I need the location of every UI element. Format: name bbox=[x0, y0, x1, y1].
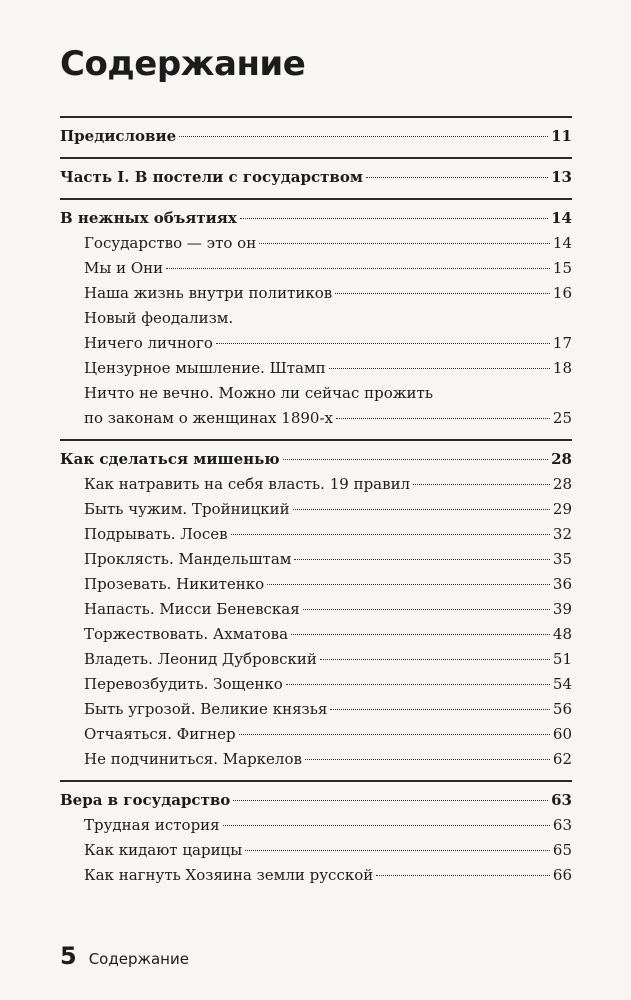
dot-leader bbox=[291, 634, 550, 635]
toc-entry-page: 60 bbox=[552, 725, 572, 743]
toc-subentry[interactable] bbox=[60, 813, 572, 838]
dot-leader bbox=[283, 459, 548, 460]
dot-leader bbox=[413, 484, 550, 485]
toc-entry-page: 29 bbox=[552, 500, 572, 518]
toc-entry-page: 17 bbox=[552, 334, 572, 352]
toc-entry-page: 13 bbox=[551, 168, 572, 186]
toc-entry-page: 63 bbox=[551, 791, 572, 809]
toc-entry-title: Быть чужим. Тройницкий bbox=[84, 500, 290, 518]
toc-entry-page: 62 bbox=[552, 750, 572, 768]
page-title: Содержание bbox=[60, 44, 306, 84]
dot-leader bbox=[259, 243, 550, 244]
toc-entry-title: Не подчиниться. Маркелов bbox=[84, 750, 302, 768]
toc-section bbox=[60, 441, 572, 780]
toc-entry-title: Ничего личного bbox=[84, 334, 213, 352]
toc-entry-title: Как кидают царицы bbox=[84, 841, 243, 859]
toc-entry-title: Проклясть. Мандельштам bbox=[84, 550, 292, 568]
toc-subentry[interactable] bbox=[60, 572, 572, 597]
dot-leader bbox=[216, 343, 550, 344]
toc-subentry[interactable] bbox=[60, 381, 572, 406]
toc-subentry[interactable] bbox=[60, 356, 572, 381]
toc-entry-title: Как сделаться мишенью bbox=[60, 450, 280, 468]
toc-subentry[interactable] bbox=[60, 281, 572, 306]
dot-leader bbox=[233, 800, 548, 801]
dot-leader bbox=[179, 136, 548, 137]
toc-entry-page: 51 bbox=[552, 650, 572, 668]
toc-entry-page: 28 bbox=[552, 475, 572, 493]
toc-subentry[interactable] bbox=[60, 747, 572, 772]
toc-entry-title: Новый феодализм. bbox=[84, 309, 234, 327]
dot-leader bbox=[376, 875, 550, 876]
dot-leader bbox=[330, 709, 550, 710]
toc-entry-title: Ничто не вечно. Можно ли сейчас прожить bbox=[84, 384, 434, 402]
dot-leader bbox=[335, 293, 550, 294]
dot-leader bbox=[166, 268, 550, 269]
toc-entry-title: Часть I. В постели с государством bbox=[60, 168, 363, 186]
toc-entry-title: Прозевать. Никитенко bbox=[84, 575, 265, 593]
toc-subentry[interactable] bbox=[60, 406, 572, 431]
toc-entry-page: 66 bbox=[552, 866, 572, 884]
page-footer bbox=[60, 942, 189, 970]
toc-subentry[interactable] bbox=[60, 256, 572, 281]
toc-chapter-entry[interactable] bbox=[60, 206, 572, 231]
dot-leader bbox=[293, 509, 550, 510]
toc-entry-title: Перевозбудить. Зощенко bbox=[84, 675, 283, 693]
toc-entry-page: 25 bbox=[552, 409, 572, 427]
toc-entry-title: Отчаяться. Фигнер bbox=[84, 725, 236, 743]
page-number: 5 bbox=[60, 942, 77, 970]
toc-entry-page: 54 bbox=[552, 675, 572, 693]
toc-subentry[interactable] bbox=[60, 672, 572, 697]
toc-entry-page: 56 bbox=[552, 700, 572, 718]
toc-subentry[interactable] bbox=[60, 497, 572, 522]
toc-entry-title: Подрывать. Лосев bbox=[84, 525, 228, 543]
toc-subentry[interactable] bbox=[60, 547, 572, 572]
running-header-label: Содержание bbox=[88, 950, 189, 968]
toc-entry-title: Как нагнуть Хозяина земли русской bbox=[84, 866, 374, 884]
toc-subentry[interactable] bbox=[60, 647, 572, 672]
toc-entry-page: 65 bbox=[552, 841, 572, 859]
toc-entry-page: 14 bbox=[551, 209, 572, 227]
toc-entry-title: Цензурное мышление. Штамп bbox=[84, 359, 326, 377]
toc-entry-title: Предисловие bbox=[60, 127, 177, 145]
toc-entry-title: Вера в государство bbox=[60, 791, 231, 809]
dot-leader bbox=[294, 559, 549, 560]
dot-leader bbox=[231, 534, 550, 535]
toc-chapter-entry[interactable] bbox=[60, 165, 572, 190]
toc-entry-page: 28 bbox=[551, 450, 572, 468]
toc-entry-title: Владеть. Леонид Дубровский bbox=[84, 650, 317, 668]
toc-subentry[interactable] bbox=[60, 697, 572, 722]
table-of-contents bbox=[60, 116, 572, 896]
toc-entry-title: Как натравить на себя власть. 19 правил bbox=[84, 475, 411, 493]
toc-entry-title: В нежных объятиях bbox=[60, 209, 237, 227]
toc-subentry[interactable] bbox=[60, 522, 572, 547]
dot-leader bbox=[336, 418, 550, 419]
toc-subentry[interactable] bbox=[60, 863, 572, 888]
toc-entry-page: 16 bbox=[552, 284, 572, 302]
dot-leader bbox=[267, 584, 550, 585]
dot-leader bbox=[305, 759, 550, 760]
toc-subentry[interactable] bbox=[60, 306, 572, 331]
toc-entry-title: Наша жизнь внутри политиков bbox=[84, 284, 333, 302]
toc-chapter-entry[interactable] bbox=[60, 447, 572, 472]
dot-leader bbox=[329, 368, 550, 369]
toc-entry-title: Быть угрозой. Великие князья bbox=[84, 700, 328, 718]
dot-leader bbox=[286, 684, 550, 685]
toc-entry-page: 39 bbox=[552, 600, 572, 618]
toc-subentry[interactable] bbox=[60, 622, 572, 647]
dot-leader bbox=[320, 659, 550, 660]
dot-leader bbox=[239, 734, 550, 735]
toc-entry-title: Трудная история bbox=[84, 816, 220, 834]
toc-entry-title: Напасть. Мисси Беневская bbox=[84, 600, 300, 618]
toc-entry-page: 36 bbox=[552, 575, 572, 593]
toc-entry-title: Мы и Они bbox=[84, 259, 164, 277]
toc-entry-title: Государство — это он bbox=[84, 234, 257, 252]
dot-leader bbox=[245, 850, 550, 851]
toc-entry-page: 18 bbox=[552, 359, 572, 377]
dot-leader bbox=[303, 609, 550, 610]
toc-section bbox=[60, 118, 572, 157]
toc-entry-page: 32 bbox=[552, 525, 572, 543]
dot-leader bbox=[223, 825, 550, 826]
toc-entry-page: 14 bbox=[552, 234, 572, 252]
toc-entry-page: 63 bbox=[552, 816, 572, 834]
toc-section bbox=[60, 200, 572, 439]
toc-entry-title: Торжествовать. Ахматова bbox=[84, 625, 289, 643]
toc-section bbox=[60, 782, 572, 896]
dot-leader bbox=[240, 218, 548, 219]
toc-chapter-entry[interactable] bbox=[60, 124, 572, 149]
toc-entry-page: 15 bbox=[552, 259, 572, 277]
toc-subentry[interactable] bbox=[60, 838, 572, 863]
toc-subentry[interactable] bbox=[60, 722, 572, 747]
toc-entry-title: по законам о женщинах 1890-х bbox=[84, 409, 333, 427]
toc-subentry[interactable] bbox=[60, 597, 572, 622]
toc-subentry[interactable] bbox=[60, 231, 572, 256]
toc-entry-page: 35 bbox=[552, 550, 572, 568]
toc-entry-page: 48 bbox=[552, 625, 572, 643]
toc-subentry[interactable] bbox=[60, 331, 572, 356]
toc-chapter-entry[interactable] bbox=[60, 788, 572, 813]
toc-subentry[interactable] bbox=[60, 472, 572, 497]
toc-entry-page: 11 bbox=[551, 127, 572, 145]
dot-leader bbox=[366, 177, 548, 178]
toc-section bbox=[60, 159, 572, 198]
